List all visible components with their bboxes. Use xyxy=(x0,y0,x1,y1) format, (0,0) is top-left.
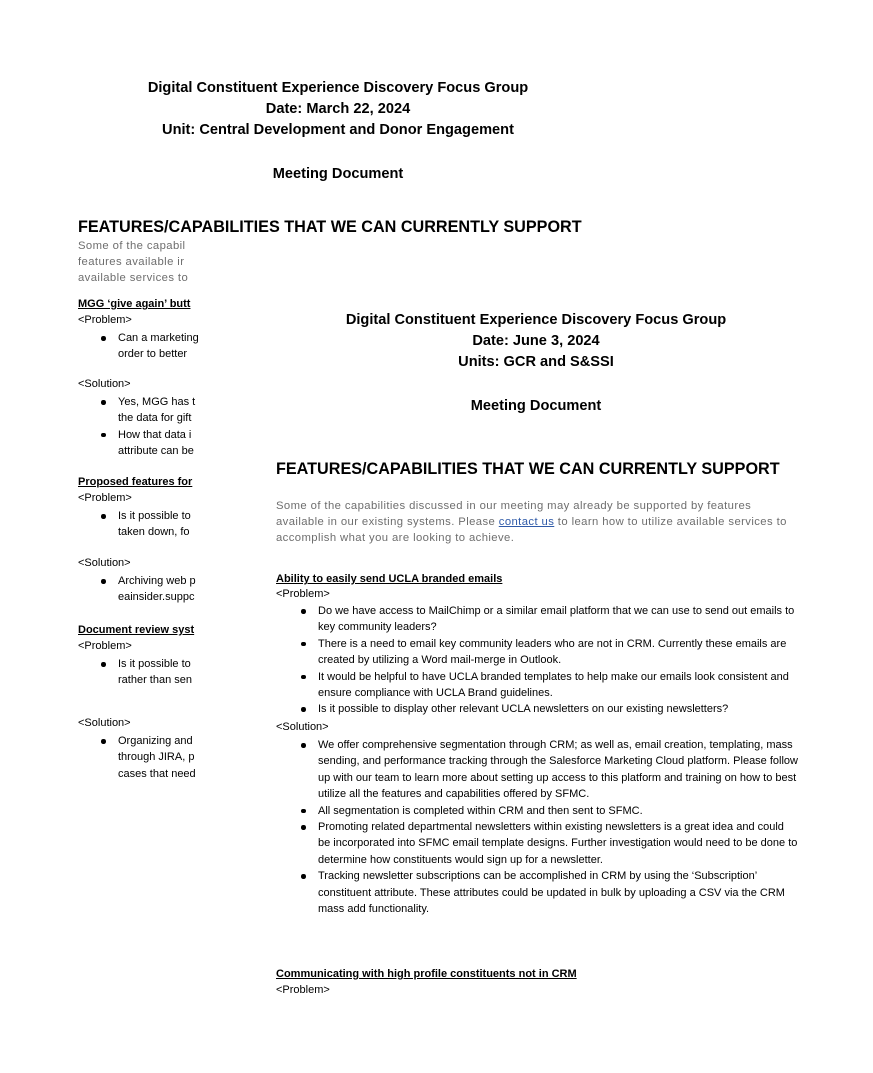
back-intro-line: Some of the capabil xyxy=(78,240,186,252)
back-section-1-title: MGG ‘give again’ butt xyxy=(78,298,191,310)
back-heading: FEATURES/CAPABILITIES THAT WE CAN CURRENTLY SUPPORT xyxy=(78,218,582,236)
front-section-1-title: Ability to easily send UCLA branded emails xyxy=(276,573,503,585)
list-item: Is it possible to rather than sen xyxy=(78,656,238,689)
list-item: How that data i attribute can be xyxy=(78,427,238,460)
front-section-2-title: Communicating with high profile constituents not in CRM xyxy=(276,968,577,980)
list-item: All segmentation is completed within CRM and then sent to SFMC. xyxy=(278,803,798,819)
front-subtitle: Meeting Document xyxy=(470,398,602,414)
back-section-3-solution-list xyxy=(78,733,238,782)
back-intro-line: features available ir xyxy=(78,256,185,268)
back-section-2-solution-tag: <Solution> xyxy=(78,557,131,569)
list-item: There is a need to email key community leaders who are not in CRM. Currently these emails are created by utilizing a Word mail-merge in Outlook. xyxy=(278,636,798,669)
list-item: We offer comprehensive segmentation through CRM; as well as, email creation, templating, mass sending, and performance tracking through the Salesforce Marketing Cloud platform. Please follow up with our team to learn more about setting up access to this platform and training on how to best utilize all the features and capabilities offered by SFMC. xyxy=(278,737,798,803)
list-item: Is it possible to taken down, fo xyxy=(78,508,238,541)
list-item: Can a marketing order to better xyxy=(78,330,238,363)
back-intro xyxy=(78,238,188,286)
front-title-line-2: Date: June 3, 2024 xyxy=(472,333,600,349)
back-section-1-solution-tag: <Solution> xyxy=(78,378,131,390)
back-title-line-1: Digital Constituent Experience Discovery Focus Group xyxy=(147,80,529,96)
front-section-1-problem-tag: <Problem> xyxy=(276,588,330,600)
list-item: Yes, MGG has t the data for gift xyxy=(78,394,238,427)
back-intro-line: available services to xyxy=(78,272,189,284)
back-section-1-problem-list xyxy=(78,330,238,363)
back-section-3-solution-tag: <Solution> xyxy=(78,717,131,729)
back-title-line-2: Date: March 22, 2024 xyxy=(265,101,411,117)
front-page xyxy=(226,290,846,1010)
back-subtitle: Meeting Document xyxy=(272,166,404,182)
list-item: Do we have access to MailChimp or a similar email platform that we can use to send out emails to key community leaders? xyxy=(278,603,798,636)
list-item: It would be helpful to have UCLA branded templates to help make our emails look consistent and ensure compliance with UCLA Brand guidelines. xyxy=(278,669,798,702)
back-section-3-problem-list xyxy=(78,656,238,689)
front-section-1-problem-list xyxy=(278,603,798,718)
front-section-1-solution-tag: <Solution> xyxy=(276,721,329,733)
back-section-3-problem-tag: <Problem> xyxy=(78,640,132,652)
back-section-1-solution-list xyxy=(78,394,238,460)
list-item: Archiving web p eainsider.suppc xyxy=(78,573,238,606)
front-section-2-problem-tag: <Problem> xyxy=(276,984,330,996)
back-section-2-problem-list xyxy=(78,508,238,541)
front-heading: FEATURES/CAPABILITIES THAT WE CAN CURRENTLY SUPPORT xyxy=(276,460,780,478)
list-item: Organizing and through JIRA, p cases that need xyxy=(78,733,238,782)
list-item: Tracking newsletter subscriptions can be accomplished in CRM by using the ‘Subscription’ constituent attribute. These attributes could be updated in bulk by uploading a CSV via the CRM mass add functionality. xyxy=(278,868,798,917)
back-section-2-solution-list xyxy=(78,573,238,606)
front-intro: Some of the capabilities discussed in our meeting may already be supported by features available in our existing systems. Please contact us to learn how to utilize available services to accomplish what you are looking to achieve. xyxy=(276,500,787,544)
front-title-line-1: Digital Constituent Experience Discovery Focus Group xyxy=(345,312,727,328)
back-title-line-3: Unit: Central Development and Donor Engagement xyxy=(162,122,514,138)
back-section-2-title: Proposed features for xyxy=(78,476,193,488)
back-section-3-title: Document review syst xyxy=(78,624,195,636)
list-item: Is it possible to display other relevant UCLA newsletters on our existing newsletters? xyxy=(278,701,798,717)
back-section-1-problem-tag: <Problem> xyxy=(78,314,132,326)
front-title-line-3: Units: GCR and S&SSI xyxy=(458,354,614,370)
list-item: Promoting related departmental newsletters within existing newsletters is a great idea and could be incorporated into SFMC email template designs. Further investigation would need to be done to determine how constituents would sign up for a newsletter. xyxy=(278,819,798,868)
contact-us-link[interactable]: contact us xyxy=(498,516,555,528)
front-section-1-solution-list xyxy=(278,737,798,917)
back-section-2-problem-tag: <Problem> xyxy=(78,492,132,504)
